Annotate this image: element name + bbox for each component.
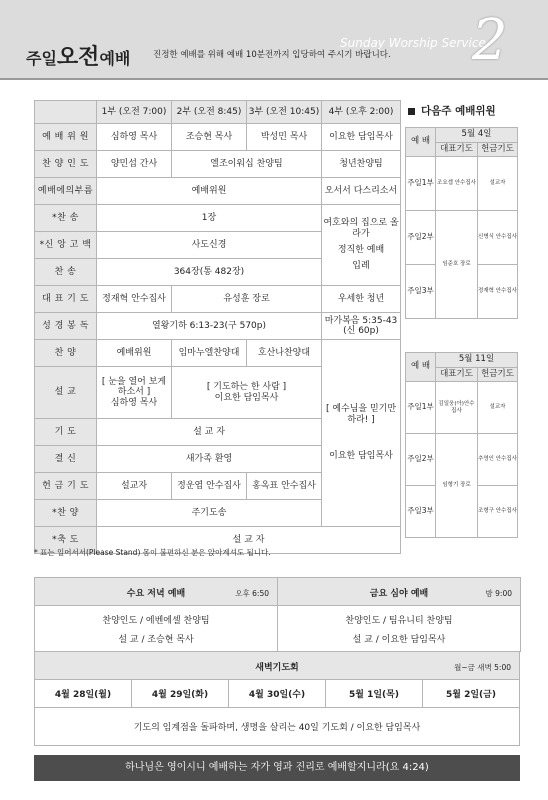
dawn-date: 4월 30일(수) — [229, 680, 326, 708]
wednesday-details: 찬양인도 / 에벤에셀 찬양팀 설 교 / 조승현 목사 — [35, 606, 278, 652]
part: 주일2부 — [406, 211, 436, 265]
dawn-note: 기도의 임계점을 돌파하며, 생명을 살리는 40일 기도회 / 이요한 담임목사 — [35, 708, 520, 746]
row-label: 예 배 위 원 — [35, 124, 97, 151]
part: 주일3부 — [406, 265, 436, 319]
next-week-title: 다음주 예배위원 — [408, 103, 496, 118]
page-title — [26, 40, 130, 71]
part: 주일1부 — [406, 157, 436, 211]
offering: 설교자 — [478, 157, 518, 211]
dawn-header — [35, 652, 520, 680]
row-label: 찬 양 인 도 — [35, 151, 97, 178]
table-row — [35, 205, 401, 232]
header-blank — [35, 101, 97, 124]
wednesday-time: 오후 6:50 — [235, 589, 269, 598]
wednesday-header — [35, 578, 278, 606]
cell: 양민섭 간사 — [97, 151, 172, 178]
entry-notice: 진정한 예배를 위해 예배 10분전까지 입당하여 주시기 바랍니다. — [153, 50, 391, 60]
next-week-table-2 — [405, 352, 518, 538]
row-label: 설 교 — [35, 367, 97, 419]
row-label: 예배에의부름 — [35, 178, 97, 205]
part: 주일3부 — [406, 486, 436, 538]
cell: 임마누엘찬양대 — [172, 340, 247, 367]
dawn-prayer-table — [34, 651, 520, 746]
cell: 호산나찬양대 — [247, 340, 322, 367]
col-offering: 헌금기도 — [478, 368, 518, 382]
offering: 조형구 안수집사 — [478, 486, 518, 538]
header-subtitle: Sunday Worship Service — [340, 36, 486, 50]
square-bullet-icon — [408, 108, 415, 115]
table-row — [35, 578, 521, 606]
header-divider — [0, 78, 548, 80]
table-row — [35, 340, 401, 367]
row-label: 결 신 — [35, 446, 97, 473]
row-label: *찬 송 — [35, 205, 97, 232]
cell: 우세한 청년 — [322, 286, 401, 313]
offering: 정재혁 안수집사 — [478, 265, 518, 319]
row-label: 찬 양 — [35, 340, 97, 367]
col-header-2: 2부 (오전 8:45) — [172, 101, 247, 124]
table-row — [406, 353, 518, 368]
next-week-table-1 — [405, 127, 518, 319]
cell: 설교자 — [97, 473, 172, 500]
cell: 청년찬양팀 — [322, 151, 401, 178]
cell: 예배위원 — [97, 178, 322, 205]
cell: 유성훈 장로 — [172, 286, 322, 313]
cell: 사도신경 — [97, 232, 322, 259]
table-row — [406, 157, 518, 211]
cell: 엘조이워십 찬양팀 — [172, 151, 322, 178]
table-header-row — [35, 101, 401, 124]
part: 주일2부 — [406, 434, 436, 486]
cell: 예배위원 — [97, 340, 172, 367]
cell: 364장(통 482장) — [97, 259, 322, 286]
dawn-date: 4월 29일(화) — [132, 680, 229, 708]
table-row — [406, 434, 518, 486]
merged-prayer: 임준호 장로 — [436, 211, 478, 319]
col-header-4: 4부 (오후 2:00) — [322, 101, 401, 124]
row-label: 예 배 — [406, 128, 436, 157]
row-label: *찬 양 — [35, 500, 97, 527]
title-suffix: 예배 — [99, 49, 131, 68]
friday-header — [278, 578, 521, 606]
merged-prayer: 임형기 장로 — [436, 434, 478, 538]
offering: 신병식 안수집사 — [478, 211, 518, 265]
cell: 설 교 자 — [97, 419, 322, 446]
col-header-1: 1부 (오전 7:00) — [97, 101, 172, 124]
cell-4-block: 여호와의 집으로 올라가 정직한 예배 입례 — [322, 205, 401, 286]
col-header-3: 3부 (오전 10:45) — [247, 101, 322, 124]
table-row — [35, 313, 401, 340]
table-row — [35, 178, 401, 205]
table-row — [35, 151, 401, 178]
scripture-banner: 하나님은 영이시니 예배하는 자가 영과 진리로 예배할지니라(요 4:24) — [34, 755, 520, 781]
week-date: 5월 11일 — [436, 353, 518, 368]
table-row — [35, 680, 520, 708]
dawn-time: 월~금 새벽 5:00 — [454, 663, 511, 672]
cell: 조승현 목사 — [172, 124, 247, 151]
cell: 정재혁 안수집사 — [97, 286, 172, 313]
dawn-date: 5월 2일(금) — [423, 680, 520, 708]
table-row — [35, 652, 520, 680]
row-label: 대 표 기 도 — [35, 286, 97, 313]
table-row — [406, 211, 518, 265]
offering: 설교자 — [478, 382, 518, 434]
table-row — [406, 128, 518, 143]
week-date: 5월 4일 — [436, 128, 518, 143]
cell: 열왕기하 6:13-23(구 570p) — [97, 313, 322, 340]
row-label: 헌 금 기 도 — [35, 473, 97, 500]
dawn-date: 4월 28일(월) — [35, 680, 132, 708]
cell: 박성민 목사 — [247, 124, 322, 151]
stand-footnote: * 표는 일어서서(Please Stand) 몸이 불편하신 분은 앉아계셔도 됩니다. — [34, 548, 271, 557]
table-row — [35, 286, 401, 313]
cell: 마가복음 5:35-43 (신 60p) — [322, 313, 401, 340]
dawn-date: 5월 1일(목) — [326, 680, 423, 708]
row-label: *신 앙 고 백 — [35, 232, 97, 259]
row-label: *축 도 — [35, 527, 97, 554]
page-number: 2 — [472, 8, 508, 73]
col-prayer: 대표기도 — [436, 368, 478, 382]
cell: 오서서 다스리소서 — [322, 178, 401, 205]
title-prefix: 주일 — [26, 49, 57, 68]
col-prayer: 대표기도 — [436, 143, 478, 157]
cell-sermon-1: [ 눈을 열어 보게 하소서 ] 심하영 목사 — [97, 367, 172, 419]
cell: 심하영 목사 — [97, 124, 172, 151]
part: 주일1부 — [406, 382, 436, 434]
weekday-services-table — [34, 577, 521, 652]
cell: 주기도송 — [97, 500, 322, 527]
table-row — [35, 606, 521, 652]
cell: 새가족 환영 — [97, 446, 322, 473]
title-main: 오전 — [56, 45, 100, 70]
cell: 설 교 자 — [97, 527, 401, 554]
prayer: 김일웅(아)안수집사 — [436, 382, 478, 434]
cell: 홍옥표 안수집사 — [247, 473, 322, 500]
col-offering: 헌금기도 — [478, 143, 518, 157]
table-row — [35, 124, 401, 151]
cell-4-lower: [ 예수님을 믿기만 하라! ] 이요한 담임목사 — [322, 340, 401, 527]
row-label: 기 도 — [35, 419, 97, 446]
cell: 1장 — [97, 205, 322, 232]
friday-title: 금요 심야 예배 — [369, 589, 429, 599]
friday-details: 찬양인도 / 팀유니티 찬양팀 설 교 / 이요한 담임목사 — [278, 606, 521, 652]
table-row — [406, 382, 518, 434]
cell-sermon-23: [ 기도하는 한 사람 ] 이요한 담임목사 — [172, 367, 322, 419]
cell: 이요한 담임목사 — [322, 124, 401, 151]
stand-star: * — [52, 212, 58, 223]
offering: 추영인 안수집사 — [478, 434, 518, 486]
friday-time: 밤 9:00 — [485, 589, 512, 598]
row-label: 찬 송 — [35, 259, 97, 286]
table-row — [35, 708, 520, 746]
worship-order-table — [34, 100, 401, 554]
row-label: 성 경 봉 독 — [35, 313, 97, 340]
dawn-title: 새벽기도회 — [255, 663, 299, 673]
row-label: 예 배 — [406, 353, 436, 382]
cell: 정운엽 안수집사 — [172, 473, 247, 500]
prayer: 조요셉 안수집사 — [436, 157, 478, 211]
wednesday-title: 수요 저녁 예배 — [126, 589, 186, 599]
